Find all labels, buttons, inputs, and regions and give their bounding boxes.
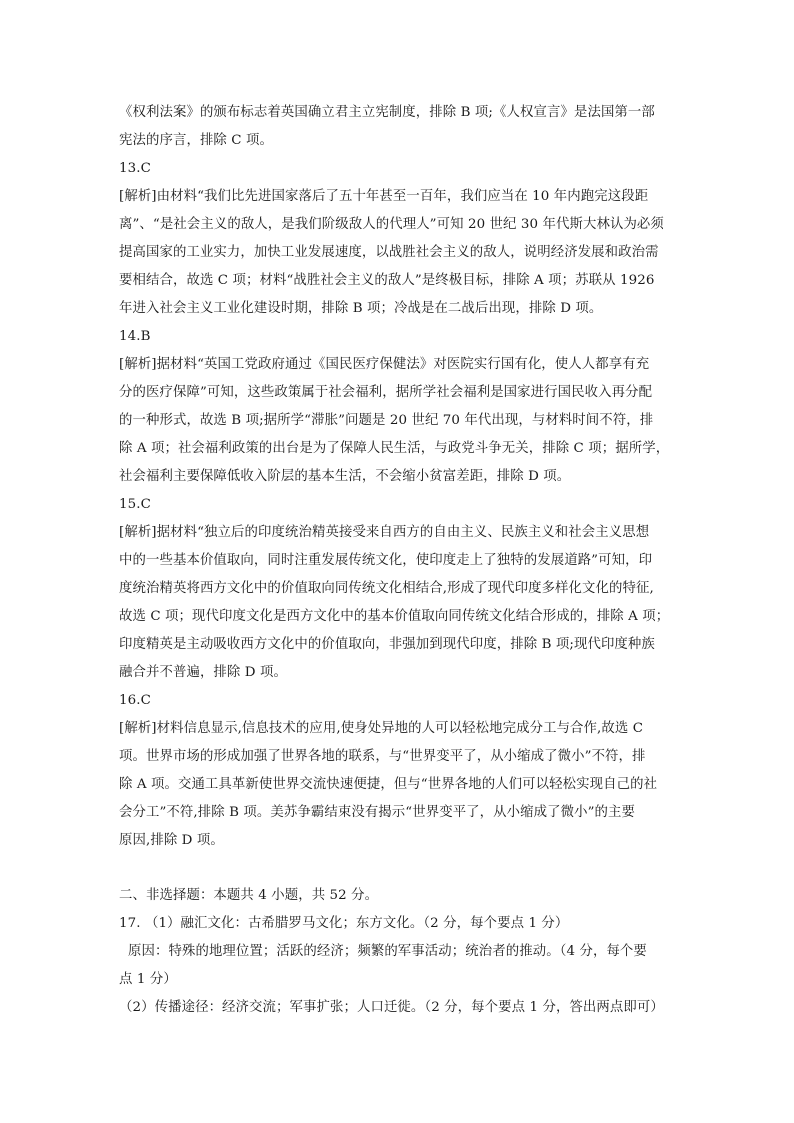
- text-line: 15.C: [119, 497, 151, 512]
- document-page: [119, 99, 679, 1022]
- text-line: 14.B: [119, 329, 151, 344]
- q17-line-2: 原因：特殊的地理位置；活跃的经济；频繁的军事活动；统治者的推动。（4 分，每个要: [128, 944, 647, 959]
- text-line: [解析]据材料“独立后的印度统治精英接受来自西方的自由主义、民族主义和社会主义思想: [119, 525, 650, 540]
- text-line: 印度精英是主动吸收西方文化中的价值取向，非强加到现代印度，排除 B 项;现代印度种族: [119, 637, 655, 652]
- section-gap: [119, 855, 679, 882]
- text-line: 中的一些基本价值取向，同时注重发展传统文化，使印度走上了独特的发展道路”可知，印: [119, 553, 653, 568]
- text-line: 故选 C 项；现代印度文化是西方文化中的基本价值取向同传统文化结合形成的，排除 A 项；: [119, 609, 670, 624]
- text-line: 原因,排除 D 项。: [119, 833, 224, 848]
- text-line: 《权利法案》的颁布标志着英国确立君主立宪制度，排除 B 项;《人权宣言》是法国第一部: [119, 105, 655, 120]
- text-line: 宪法的序言，排除 C 项。: [119, 133, 273, 148]
- text-line: 的一种形式，故选 B 项;据所学“滞胀”问题是 20 世纪 70 年代出现，与材料时间不符，排: [119, 413, 654, 428]
- answer-explanations: [119, 99, 679, 855]
- text-line: 度统治精英将西方文化中的价值取向同传统文化相结合,形成了现代印度多样化文化的特征,: [119, 581, 654, 596]
- text-line: 融合并不普遍，排除 D 项。: [119, 665, 287, 680]
- text-line: 离”、“是社会主义的敌人，是我们阶级敌人的代理人”可知 20 世纪 30 年代斯大林认为必须: [119, 217, 664, 232]
- text-line: [解析]由材料“我们比先进国家落后了五十年甚至一百年，我们应当在 10 年内跑完这段距: [119, 189, 649, 204]
- text-line: [解析]据材料“英国工党政府通过《国民医疗保健法》对医院实行国有化，使人人都享有充: [119, 357, 650, 372]
- text-line: 除 A 项；社会福利政策的出台是为了保障人民生活，与政党斗争无关，排除 C 项；据所学，: [119, 441, 670, 456]
- text-line: 要相结合，故选 C 项；材料“战胜社会主义的敌人”是终极目标，排除 A 项；苏联从 1926: [119, 273, 655, 288]
- text-line: 项。世界市场的形成加强了世界各地的联系，与“世界变平了，从小缩成了微小”不符，排: [119, 749, 646, 764]
- text-line: [解析]材料信息显示,信息技术的应用,使身处异地的人可以轻松地完成分工与合作,故选 C: [119, 721, 644, 736]
- text-line: 13.C: [119, 161, 151, 176]
- q17-line-3: 点 1 分）: [119, 972, 177, 987]
- text-line: 会分工”不符,排除 B 项。美苏争霸结束没有揭示“世界变平了，从小缩成了微小”的主要: [119, 805, 636, 820]
- text-line: 社会福利主要保障低收入阶层的基本生活，不会缩小贫富差距，排除 D 项。: [119, 469, 571, 484]
- text-line: 提高国家的工业实力，加快工业发展速度，以战胜社会主义的敌人，说明经济发展和政治需: [119, 245, 659, 260]
- section-title: 二、非选择题：本题共 4 小题，共 52 分。: [119, 888, 379, 903]
- text-line: 除 A 项。交通工具革新使世界交流快速便捷，但与“世界各地的人们可以轻松实现自己的社: [119, 777, 658, 792]
- text-line: 年进入社会主义工业化建设时期，排除 B 项；冷战是在二战后出现，排除 D 项。: [119, 301, 603, 316]
- q17-line-4: （2）传播途径：经济交流；军事扩张；人口迁徙。（2 分，每个要点 1 分，答出两点即可）: [119, 1000, 664, 1015]
- q17-line-1: 17. （1）融汇文化：古希腊罗马文化；东方文化。（2 分，每个要点 1 分）: [119, 916, 569, 931]
- text-line: 16.C: [119, 693, 151, 708]
- text-line: 分的医疗保障”可知，这些政策属于社会福利，据所学社会福利是国家进行国民收入再分配: [119, 385, 653, 400]
